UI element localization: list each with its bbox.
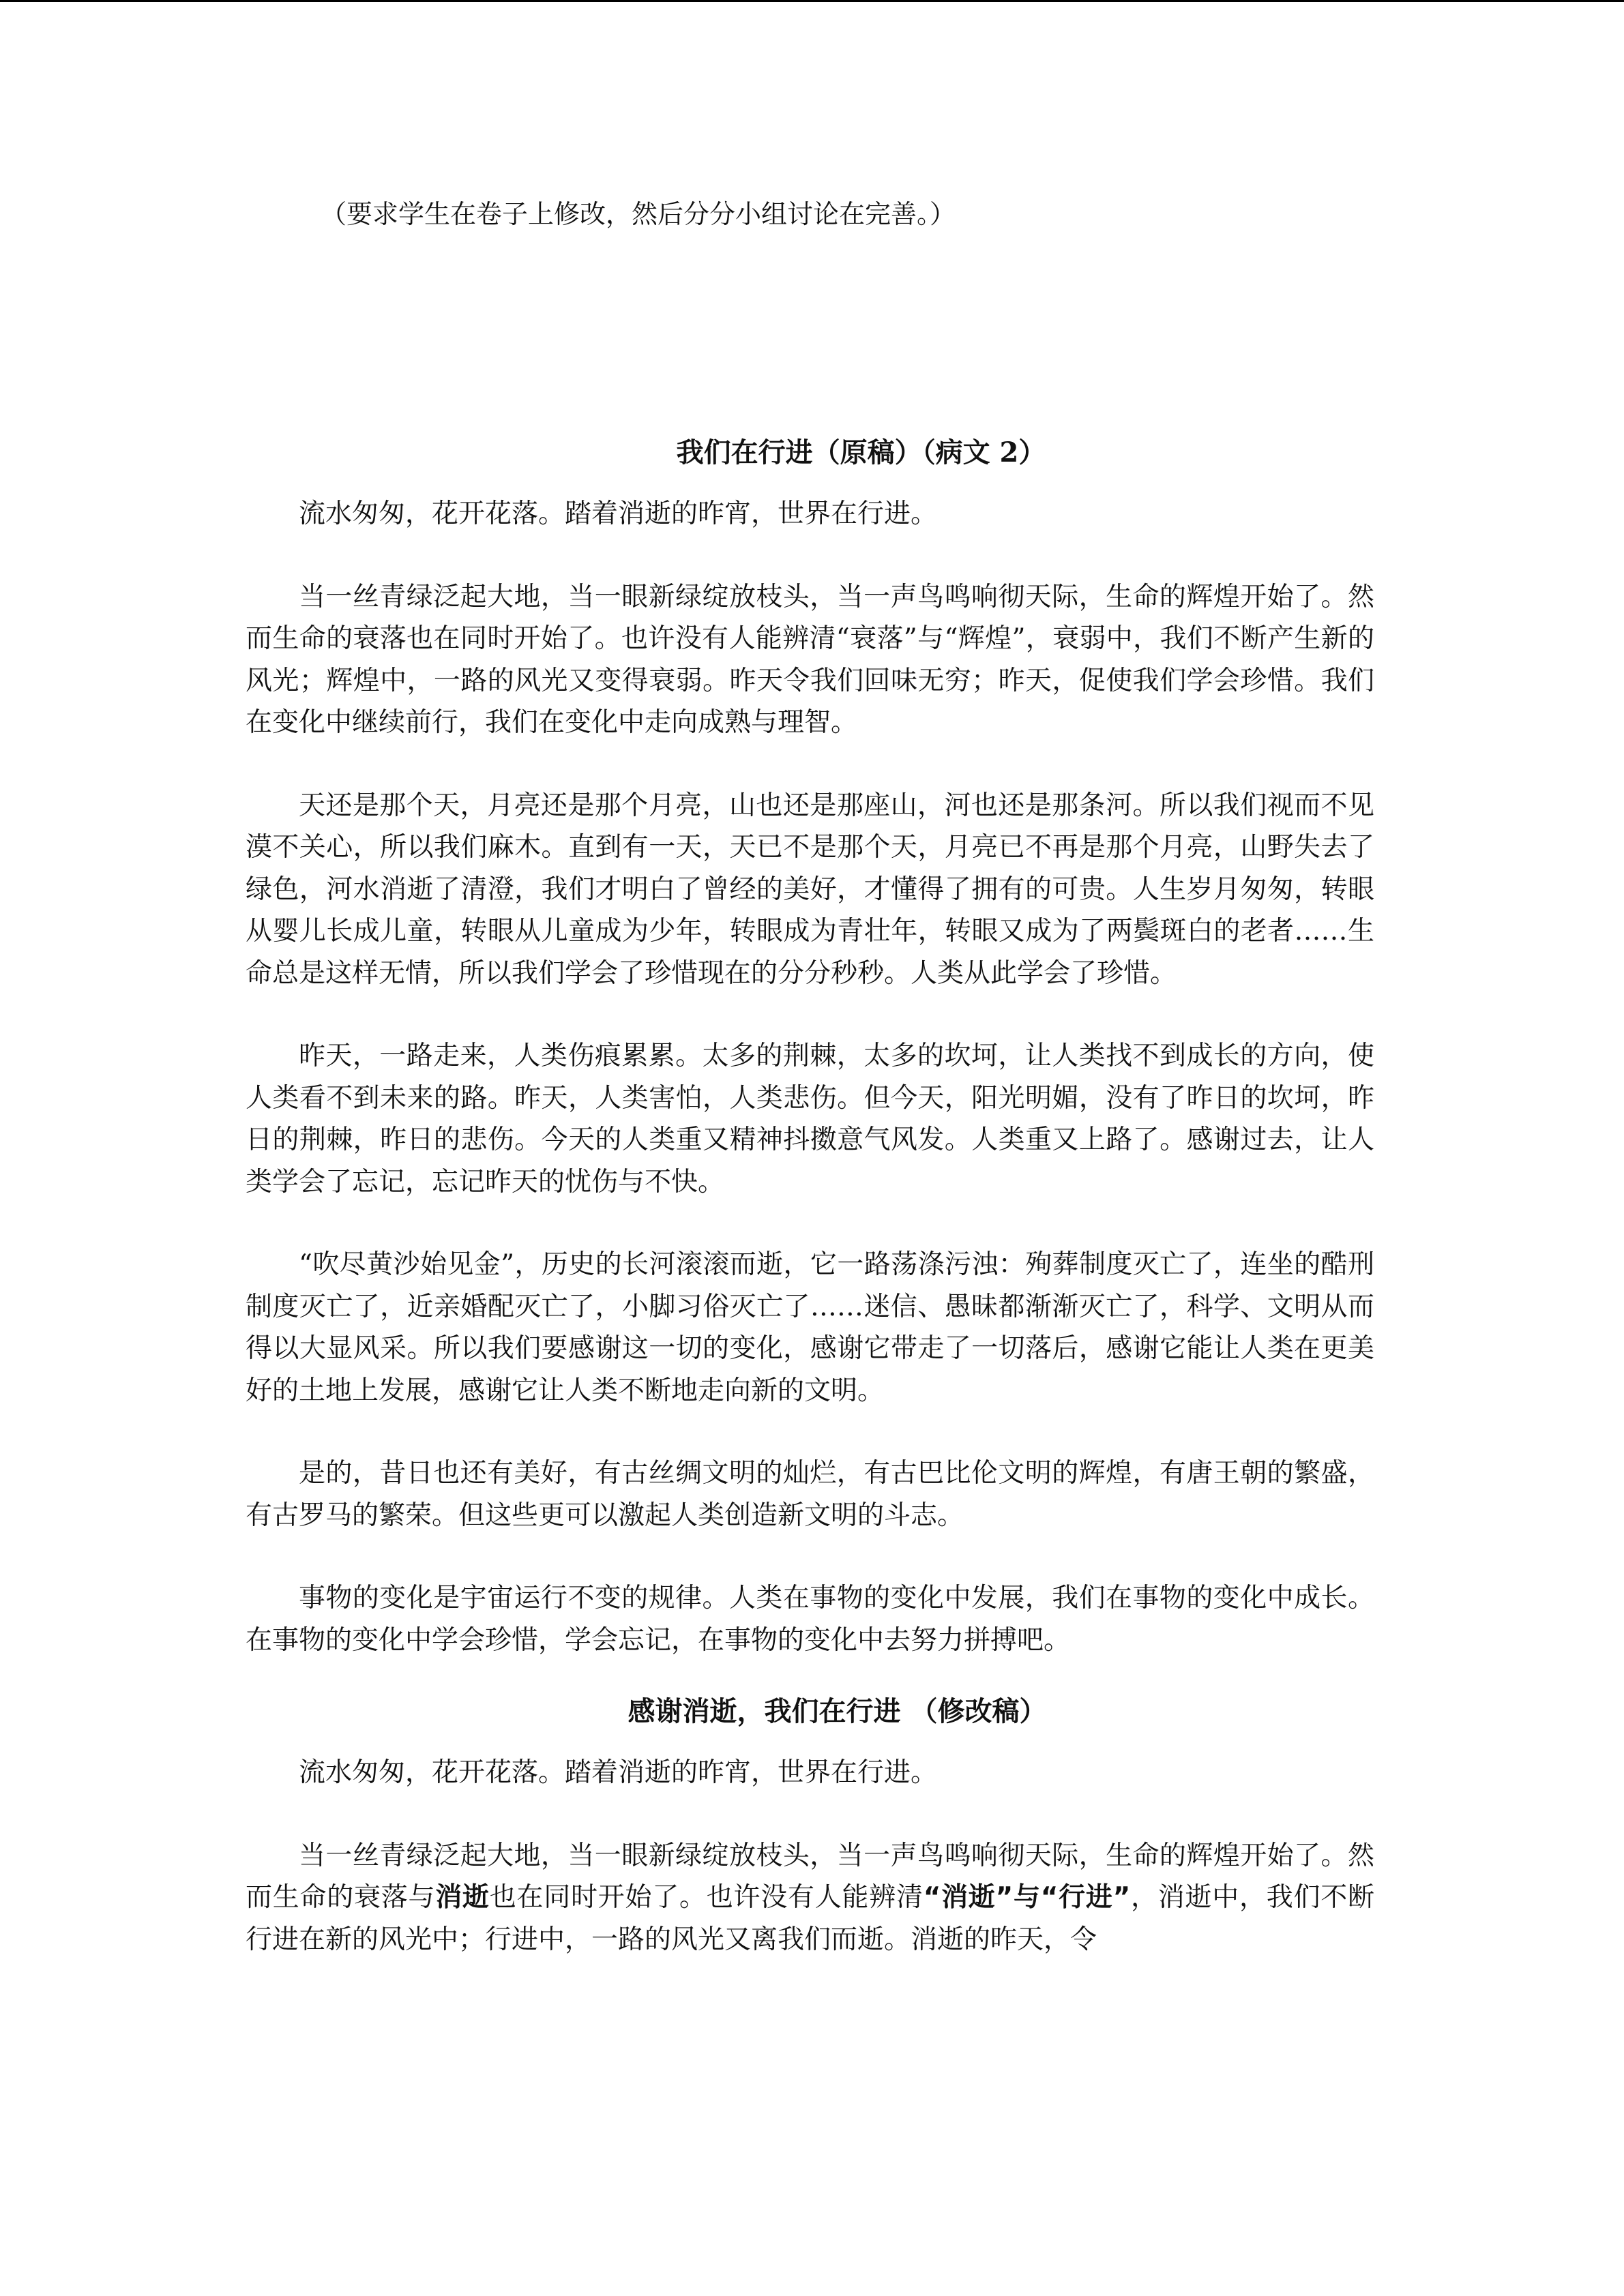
original-paragraph-1: 流水匆匆，花开花落。踏着消逝的昨宵，世界在行进。 [299, 498, 938, 529]
original-paragraph-3: 天还是那个天，月亮还是那个月亮，山也还是那座山，河也还是那条河。所以我们视而不见漠不关心，所以我们麻木。直到有一天，天已不是那个天，月亮已不再是那个月亮，山野失去了绿色，河水消逝了清澄，我们才明白了曾经的美好，才懂得了拥有的可贵。人生岁月匆匆，转眼从婴儿长成儿童，转眼从儿童成为少年，转眼成为青壮年，转眼又成为了两鬓斑白的老者……生命总是这样无情，所以我们学会了珍惜现在的分分秒秒。人类从此学会了珍惜。 [246, 790, 1374, 989]
revised-paragraph-2 [246, 1835, 1374, 1961]
document-body [246, 433, 1374, 2001]
revised-highlight: “消逝”与“行进” [923, 1882, 1131, 1913]
original-title: 我们在行进（原稿）（病文 2） [676, 436, 1046, 468]
revised-text-segment: 当一丝青绿泛起大地，当一眼新绿绽放枝头，当一声鸟鸣响彻天际，生命的辉煌开始了。然而生命的衰落与 [246, 1840, 1374, 1913]
revised-highlight: 消逝 [435, 1882, 490, 1913]
revised-text-segment: 也在同时开始了。也许没有人能辨清 [489, 1882, 924, 1913]
instruction-note: （要求学生在卷子上修改，然后分分小组讨论在完善。） [321, 199, 956, 229]
original-paragraph-4: 昨天，一路走来，人类伤痕累累。太多的荆棘，太多的坎坷，让人类找不到成长的方向，使人类看不到未来的路。昨天，人类害怕，人类悲伤。但今天，阳光明媚，没有了昨日的坎坷，昨日的荆棘，昨日的悲伤。今天的人类重又精神抖擞意气风发。人类重又上路了。感谢过去，让人类学会了忘记，忘记昨天的忧伤与不快。 [246, 1041, 1374, 1197]
revised-paragraph-1: 流水匆匆，花开花落。踏着消逝的昨宵，世界在行进。 [299, 1757, 938, 1788]
page-top-border [0, 0, 1624, 2]
revised-text-segment: ，消逝中，我们不断行进在新的风光中；行进中，一路的风光又离我们而逝。消逝的昨天，令 [246, 1882, 1374, 1955]
original-paragraph-6: 是的，昔日也还有美好，有古丝绸文明的灿烂，有古巴比伦文明的辉煌，有唐王朝的繁盛，有古罗马的繁荣。但这些更可以激起人类创造新文明的斗志。 [246, 1458, 1374, 1531]
original-paragraph-7: 事物的变化是宇宙运行不变的规律。人类在事物的变化中发展，我们在事物的变化中成长。在事物的变化中学会珍惜，学会忘记，在事物的变化中去努力拼搏吧。 [246, 1583, 1374, 1656]
original-paragraph-2: 当一丝青绿泛起大地，当一眼新绿绽放枝头，当一声鸟鸣响彻天际，生命的辉煌开始了。然而生命的衰落也在同时开始了。也许没有人能辨清“衰落”与“辉煌”，衰弱中，我们不断产生新的风光；辉煌中，一路的风光又变得衰弱。昨天令我们回味无穷；昨天，促使我们学会珍惜。我们在变化中继续前行，我们在变化中走向成熟与理智。 [246, 581, 1374, 738]
revised-title: 感谢消逝，我们在行进 （修改稿） [628, 1695, 1047, 1727]
original-paragraph-5: “吹尽黄沙始见金”，历史的长河滚滚而逝，它一路荡涤污浊：殉葬制度灭亡了，连坐的酷刑制度灭亡了，近亲婚配灭亡了，小脚习俗灭亡了……迷信、愚昧都渐渐灭亡了，科学、文明从而得以大显风采。所以我们要感谢这一切的变化，感谢它带走了一切落后，感谢它能让人类在更美好的土地上发展，感谢它让人类不断地走向新的文明。 [246, 1249, 1374, 1406]
